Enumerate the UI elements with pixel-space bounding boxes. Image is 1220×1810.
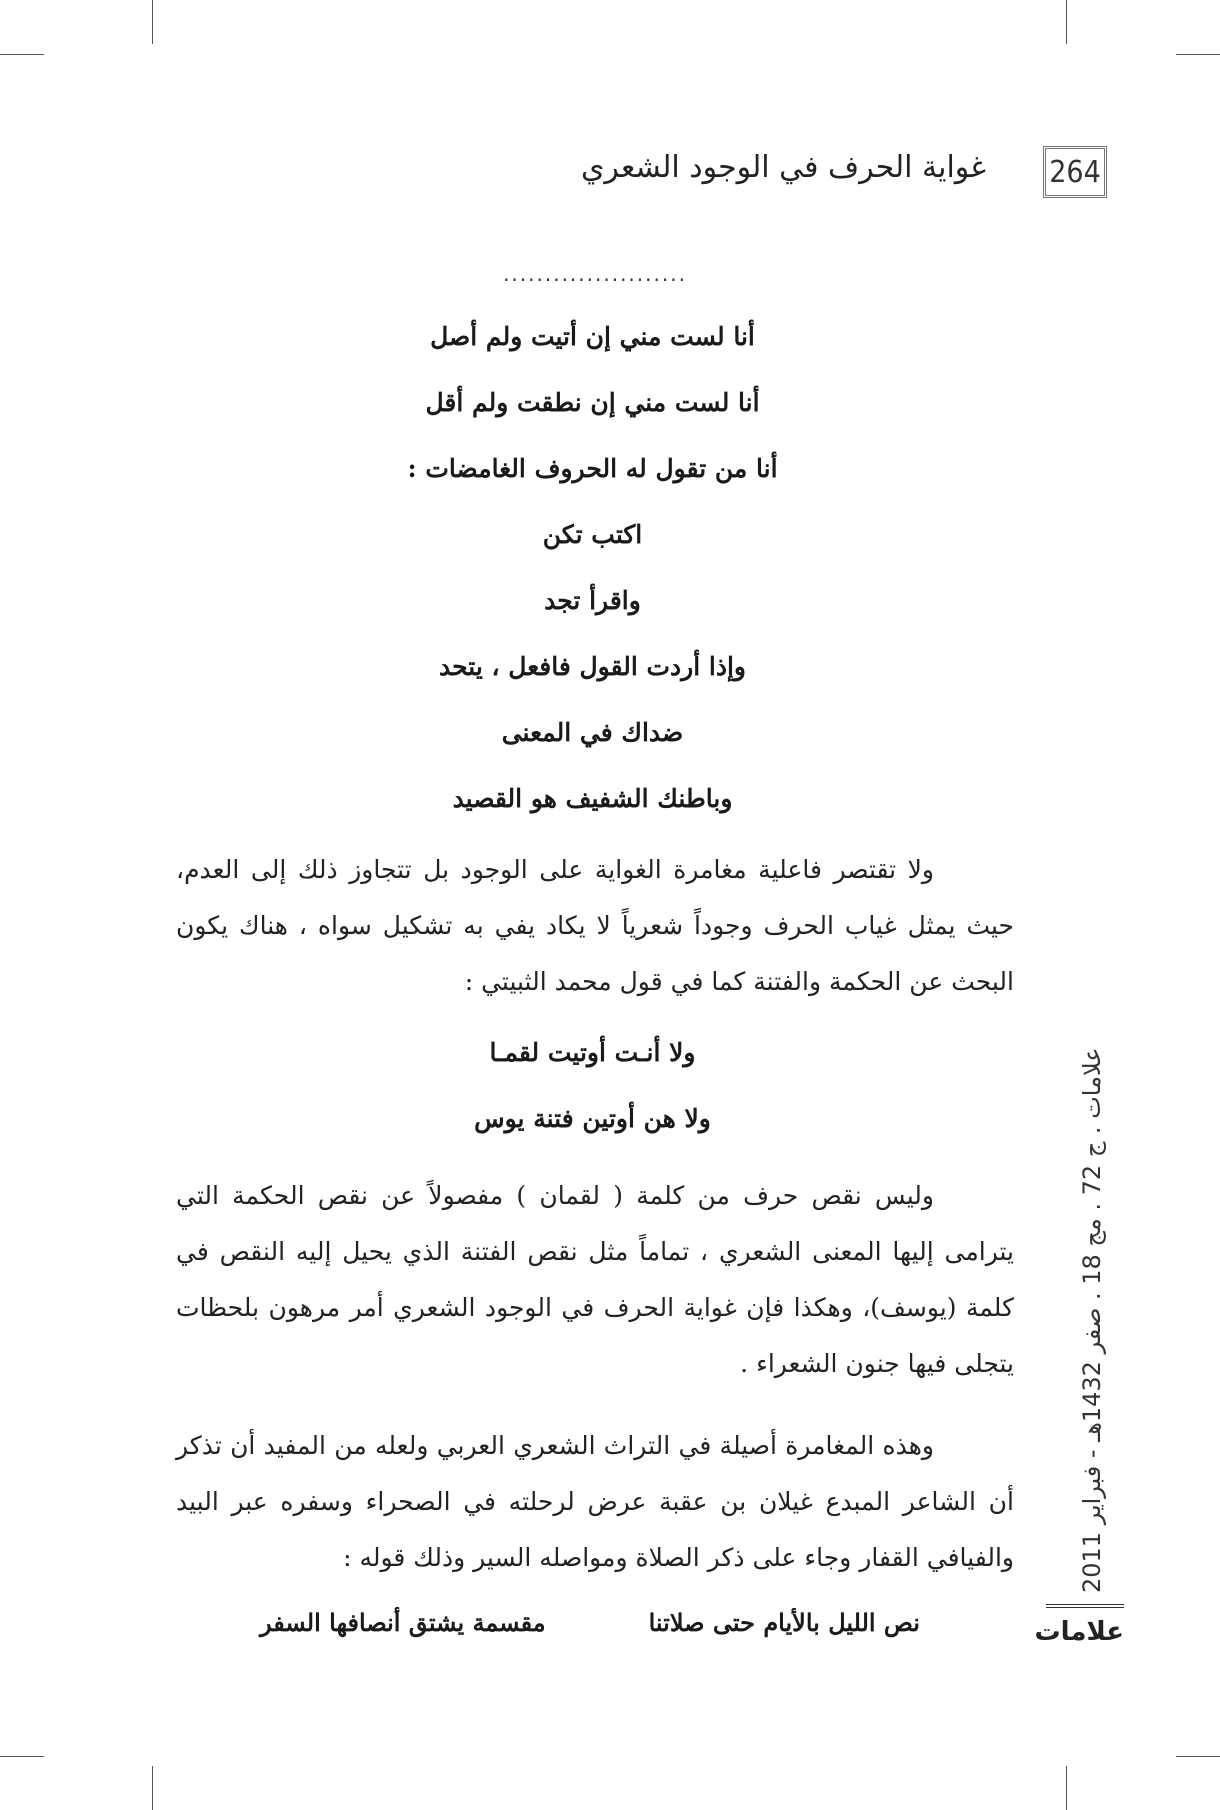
crop-mark (1176, 54, 1220, 55)
verse-line: وباطنك الشفيف هو القصيد (452, 784, 733, 813)
verse-line: اكتب تكن (542, 520, 643, 549)
verse-line: أنا لست مني إن أتيت ولم أصل (430, 322, 755, 351)
verse-line: ضداك في المعنى (501, 718, 684, 747)
crop-mark (1176, 1756, 1220, 1757)
paragraph-text: وليس نقص حرف من كلمة ( لقمان ) مفصولاً عن نقص الحكمة التي يترامى إليها المعنى الشعري ، تماماً مثل نقص الفتنة الذي يحيل إليه النقص في كلمة (يوسف)، وهكذا فإن غواية الحرف في الوجود الشعري أمر مرهون بلحظات يتجلى فيها جنون الشعراء . (176, 1181, 1014, 1378)
paragraph (176, 1418, 1014, 1586)
crop-mark (1066, 1766, 1067, 1810)
verse-line: وإذا أردت القول فافعل ، يتحد (439, 652, 746, 681)
crop-mark (152, 0, 153, 44)
crop-mark (0, 1756, 44, 1757)
crop-mark (152, 1766, 153, 1810)
paragraph-text: وهذه المغامرة أصيلة في التراث الشعري العربي ولعله من المفيد أن تذكر أن الشاعر المبدع غيلان بن عقبة عرض لرحلته في الصحراء وسفره عبر البيد والفيافي القفار وجاء على ذكر الصلاة ومواصله السير وذلك قوله : (176, 1431, 1014, 1572)
page-number: 264 (1043, 146, 1107, 198)
journal-logo: علامات (1046, 1604, 1124, 1656)
verse-line: أنا من تقول له الحروف الغامضات : (407, 454, 778, 483)
verse-line: ولا أنـت أوتيت لقمـا (489, 1038, 696, 1067)
couplet-first-hemistich: نص الليل بالأيام حتى صلاتنا (648, 1608, 920, 1637)
crop-mark (0, 54, 44, 55)
paragraph-text: ولا تقتصر فاعلية مغامرة الغواية على الوجود بل تتجاوز ذلك إلى العدم، حيث يمثل غياب الحرف وجوداً شعرياً لا يكاد يفي به تشكيل سواه ، هناك يكون البحث عن الحكمة والفتنة كما في قول محمد الثبيتي : (176, 855, 1014, 996)
verse-line: ولا هن أوتين فتنة يوس (474, 1104, 711, 1133)
crop-mark (1066, 0, 1067, 44)
paragraph (176, 842, 1014, 1010)
poem-couplet (200, 1608, 1000, 1648)
journal-citation: علامات . ج 72 . مج 18 . صفر 1432هـ - فبراير 2011 (1078, 1047, 1106, 1593)
separator-dots: ...................... (503, 262, 687, 286)
couplet-second-hemistich: مقسمة يشتق أنصافها السفر (260, 1608, 546, 1637)
verse-line: أنا لست مني إن نطقت ولم أقل (425, 388, 760, 417)
paragraph (176, 1168, 1014, 1392)
running-header-title: غواية الحرف في الوجود الشعري (580, 150, 986, 185)
verse-line: واقرأ تجد (544, 586, 641, 615)
